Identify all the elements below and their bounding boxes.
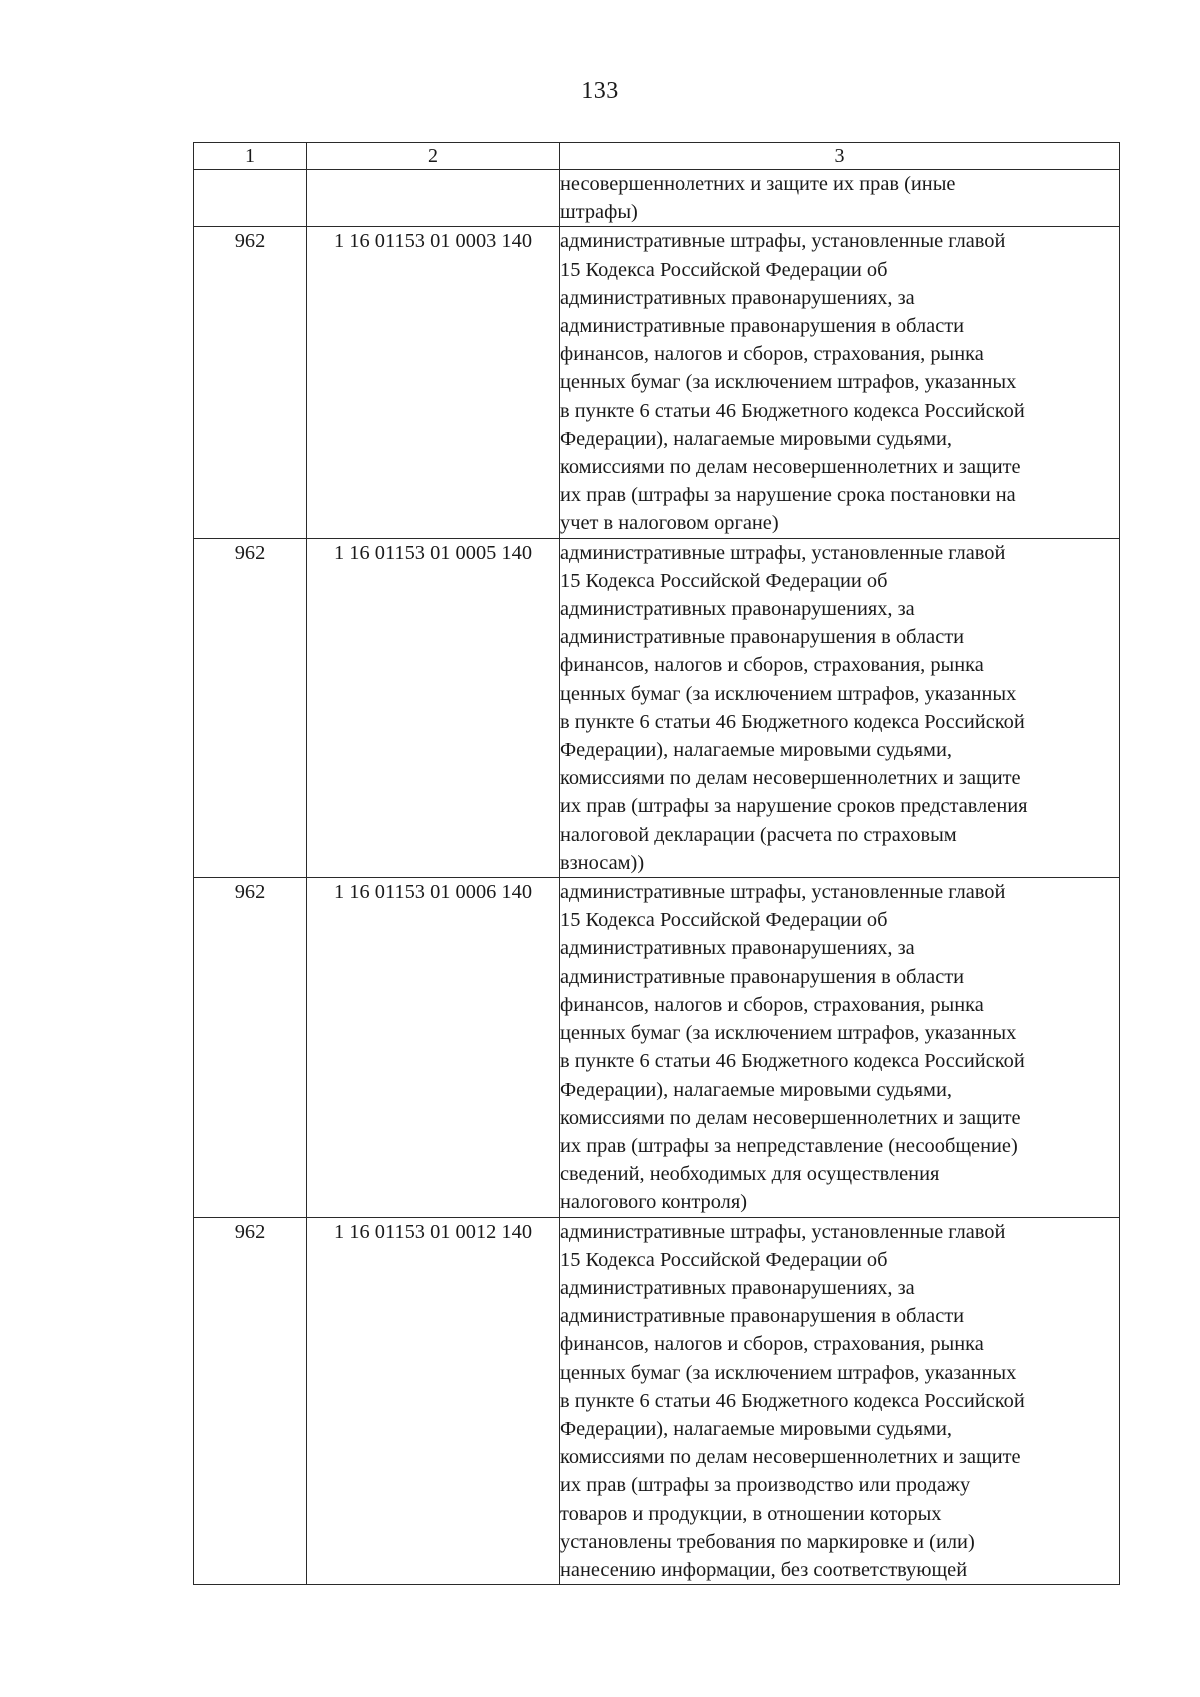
description-line: сведений, необходимых для осуществления: [560, 1163, 940, 1186]
description-line: 15 Кодекса Российской Федерации об: [560, 909, 888, 932]
budget-classification-code-cell: 1 16 01153 01 0005 140: [307, 538, 560, 877]
description-line: штрафы): [560, 201, 638, 224]
description-line: их прав (штрафы за нарушение сроков представления: [560, 795, 1028, 818]
description-line: учет в налоговом органе): [560, 512, 779, 535]
description-line: в пункте 6 статьи 46 Бюджетного кодекса Российской: [560, 710, 1025, 733]
description-line: административные штрафы, установленные главой: [560, 1220, 1006, 1243]
description-line: в пункте 6 статьи 46 Бюджетного кодекса Российской: [560, 399, 1025, 422]
table-row: [194, 227, 1120, 538]
table-row: [194, 1217, 1120, 1585]
description-line: их прав (штрафы за непредставление (несообщение): [560, 1134, 1018, 1157]
description-line: административных правонарушениях, за: [560, 937, 915, 960]
header-col-3: 3: [560, 143, 1120, 170]
description-line: их прав (штрафы за нарушение срока постановки на: [560, 484, 1016, 507]
budget-classification-code-cell: 1 16 01153 01 0003 140: [307, 227, 560, 538]
budget-classification-code-cell: [307, 170, 560, 227]
page-number: 133: [581, 78, 619, 104]
budget-codes-table: [193, 142, 1120, 1585]
table-row: [194, 170, 1120, 227]
description-line: административные правонарушения в области: [560, 1305, 965, 1328]
description-line: административные штрафы, установленные главой: [560, 881, 1006, 904]
admin-code-cell: 962: [194, 1217, 307, 1585]
description-line: финансов, налогов и сборов, страхования, рынка: [560, 993, 984, 1016]
admin-code-cell: 962: [194, 538, 307, 877]
description-line: в пункте 6 статьи 46 Бюджетного кодекса Российской: [560, 1050, 1025, 1073]
description-line: финансов, налогов и сборов, страхования, рынка: [560, 654, 984, 677]
description-line: финансов, налогов и сборов, страхования, рынка: [560, 343, 984, 366]
description-cell: [560, 1217, 1120, 1585]
description-line: налогового контроля): [560, 1191, 747, 1214]
description-line: 15 Кодекса Российской Федерации об: [560, 1248, 888, 1271]
description-line: Федерации), налагаемые мировыми судьями,: [560, 427, 952, 450]
header-col-2: 2: [307, 143, 560, 170]
description-line: административные штрафы, установленные главой: [560, 541, 1006, 564]
admin-code-cell: [194, 170, 307, 227]
description-line: Федерации), налагаемые мировыми судьями,: [560, 1417, 952, 1440]
description-line: комиссиями по делам несовершеннолетних и защите: [560, 767, 1021, 790]
table-row: [194, 878, 1120, 1217]
description-line: несовершеннолетних и защите их прав (иные: [560, 173, 956, 195]
description-line: взносам)): [560, 851, 645, 874]
table-body: [194, 170, 1120, 1585]
description-line: нанесению информации, без соответствующей: [560, 1558, 968, 1581]
budget-classification-code-cell: 1 16 01153 01 0012 140: [307, 1217, 560, 1585]
table-row: [194, 538, 1120, 877]
description-line: административных правонарушениях, за: [560, 286, 915, 309]
description-line: 15 Кодекса Российской Федерации об: [560, 569, 888, 592]
description-cell: [560, 538, 1120, 877]
description-line: комиссиями по делам несовершеннолетних и защите: [560, 1106, 1021, 1129]
description-line: административные штрафы, установленные главой: [560, 230, 1006, 253]
description-line: налоговой декларации (расчета по страховым: [560, 823, 957, 846]
description-line: установлены требования по маркировке и (или): [560, 1530, 975, 1553]
description-line: административные правонарушения в области: [560, 626, 965, 649]
description-cell: [560, 170, 1120, 227]
description-line: административные правонарушения в области: [560, 965, 965, 988]
description-line: комиссиями по делам несовершеннолетних и защите: [560, 1446, 1021, 1469]
description-line: комиссиями по делам несовершеннолетних и защите: [560, 456, 1021, 479]
description-line: ценных бумаг (за исключением штрафов, указанных: [560, 371, 1017, 394]
description-line: ценных бумаг (за исключением штрафов, указанных: [560, 1022, 1017, 1045]
description-cell: [560, 878, 1120, 1217]
description-line: финансов, налогов и сборов, страхования, рынка: [560, 1333, 984, 1356]
budget-classification-code-cell: 1 16 01153 01 0006 140: [307, 878, 560, 1217]
admin-code-cell: 962: [194, 878, 307, 1217]
description-line: административных правонарушениях, за: [560, 1276, 915, 1299]
table-header-row: [194, 143, 1120, 170]
description-line: Федерации), налагаемые мировыми судьями,: [560, 1078, 952, 1101]
description-line: административных правонарушениях, за: [560, 598, 915, 621]
description-line: ценных бумаг (за исключением штрафов, указанных: [560, 682, 1017, 705]
description-line: ценных бумаг (за исключением штрафов, указанных: [560, 1361, 1017, 1384]
description-line: Федерации), налагаемые мировыми судьями,: [560, 739, 952, 762]
description-line: товаров и продукции, в отношении которых: [560, 1502, 942, 1525]
description-cell: [560, 227, 1120, 538]
description-line: их прав (штрафы за производство или продажу: [560, 1474, 971, 1497]
description-line: административные правонарушения в области: [560, 315, 965, 338]
admin-code-cell: 962: [194, 227, 307, 538]
header-col-1: 1: [194, 143, 307, 170]
description-line: 15 Кодекса Российской Федерации об: [560, 258, 888, 281]
description-line: в пункте 6 статьи 46 Бюджетного кодекса Российской: [560, 1389, 1025, 1412]
